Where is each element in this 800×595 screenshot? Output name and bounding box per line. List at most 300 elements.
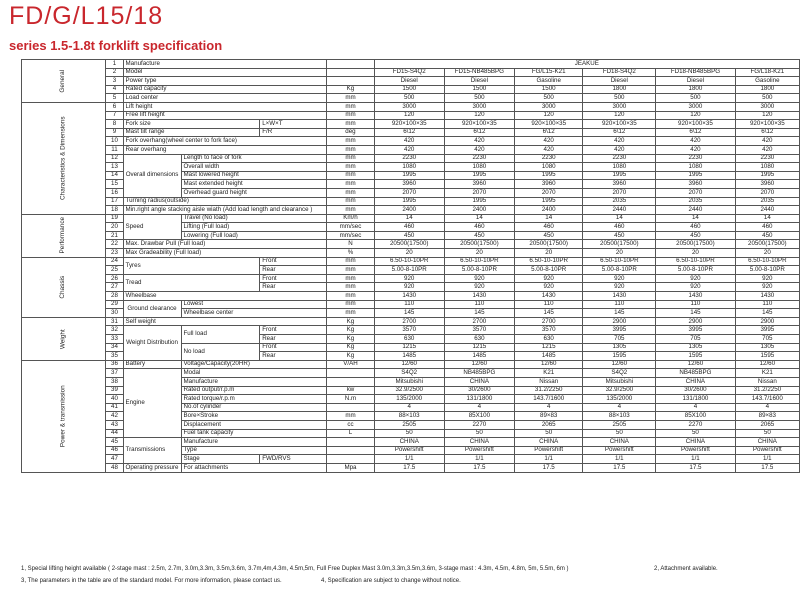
row-number: 41 (106, 403, 123, 412)
row-number: 8 (106, 120, 123, 129)
parameter-label: F/R (260, 128, 327, 137)
unit-cell: mm (327, 300, 374, 309)
value-cell: 135/2000 (583, 395, 656, 404)
value-cell: 20 (514, 249, 583, 258)
value-cell: 2440 (656, 206, 735, 215)
value-cell: 920 (374, 283, 444, 292)
value-cell: 131/1800 (656, 395, 735, 404)
model-header: FD18-S4Q2 (583, 68, 656, 77)
value-cell: 143.7/1600 (514, 395, 583, 404)
row-number: 28 (106, 292, 123, 301)
unit-cell: mm/sec (327, 223, 374, 232)
value-cell: 1485 (514, 352, 583, 361)
value-cell: 110 (583, 300, 656, 309)
section-label: General (59, 69, 67, 93)
row-number: 31 (106, 317, 123, 326)
value-cell: 5.00-8-10PR (583, 266, 656, 275)
value-cell: 1305 (583, 343, 656, 352)
unit-cell: mm (327, 163, 374, 172)
parameter-label: L×W×T (260, 120, 327, 129)
value-cell: Mitsubishi (583, 377, 656, 386)
value-cell: 110 (374, 300, 444, 309)
value-cell: K21 (514, 369, 583, 378)
value-cell: 1/1 (735, 455, 799, 464)
parameter-label: Load center (123, 94, 327, 103)
parameter-label: Tyres (123, 257, 260, 274)
value-cell: 50 (583, 429, 656, 438)
spec-row (22, 120, 800, 129)
value-cell: 4 (374, 403, 444, 412)
value-cell: 630 (514, 335, 583, 344)
value-cell: 14 (583, 214, 656, 223)
value-cell: 1/1 (656, 455, 735, 464)
value-cell: 2230 (735, 154, 799, 163)
spec-row (22, 249, 800, 258)
value-cell: 3960 (514, 180, 583, 189)
value-cell: 450 (583, 231, 656, 240)
unit-cell: mm (327, 197, 374, 206)
value-cell: 85X100 (656, 412, 735, 421)
value-cell: 120 (656, 111, 735, 120)
unit-cell: mm (327, 283, 374, 292)
value-cell: 450 (656, 231, 735, 240)
spec-row (22, 438, 800, 447)
row-number: 37 (106, 369, 123, 378)
row-number: 11 (106, 145, 123, 154)
parameter-label: Tread (123, 274, 260, 291)
note-2: 2, Attachment available. (654, 566, 718, 572)
row-number: 42 (106, 412, 123, 421)
unit-cell: mm (327, 257, 374, 266)
parameter-label: Lift height (123, 102, 327, 111)
value-cell: 1080 (374, 163, 444, 172)
value-cell: Powershift (444, 446, 514, 455)
value-cell: 4 (444, 403, 514, 412)
value-cell: CHINA (656, 377, 735, 386)
value-cell: 450 (514, 231, 583, 240)
value-cell: 1080 (514, 163, 583, 172)
parameter-label: Rear (260, 266, 327, 275)
value-cell: 2900 (735, 317, 799, 326)
parameter-label: For attachments (181, 463, 327, 472)
value-cell: 1995 (583, 171, 656, 180)
value-cell: CHINA (374, 438, 444, 447)
value-cell: 120 (374, 111, 444, 120)
parameter-label: Manufacture (181, 438, 327, 447)
unit-cell: Km/h (327, 214, 374, 223)
value-cell: 145 (374, 309, 444, 318)
parameter-label: Front (260, 343, 327, 352)
value-cell: 920 (656, 283, 735, 292)
parameter-label: Rear (260, 335, 327, 344)
value-cell: 3570 (374, 326, 444, 335)
parameter-label: Fork overhang(wheel center to fork face) (123, 137, 327, 146)
parameter-label: Engine (123, 369, 181, 438)
value-cell: 6\12 (514, 128, 583, 137)
parameter-label: Turning radius(outside) (123, 197, 327, 206)
spec-row (22, 257, 800, 266)
unit-cell: % (327, 249, 374, 258)
value-cell: 460 (444, 223, 514, 232)
value-cell: 6.50-10-10PR (514, 257, 583, 266)
value-cell: 2400 (374, 206, 444, 215)
value-cell: 420 (735, 145, 799, 154)
parameter-label: Bore×Stroke (181, 412, 327, 421)
value-cell: Powershift (735, 446, 799, 455)
value-cell: 420 (656, 137, 735, 146)
value-cell: 2230 (374, 154, 444, 163)
value-cell: 920×100×35 (583, 120, 656, 129)
value-cell: 88×103 (374, 412, 444, 421)
parameter-label: Displacement (181, 420, 327, 429)
value-cell: Diesel (444, 77, 514, 86)
value-cell: 5.00-8-10PR (374, 266, 444, 275)
value-cell: 120 (735, 111, 799, 120)
parameter-label: Front (260, 274, 327, 283)
row-number: 40 (106, 395, 123, 404)
value-cell: 14 (735, 214, 799, 223)
value-cell: 20500(17500) (444, 240, 514, 249)
value-cell: 450 (735, 231, 799, 240)
value-cell: 145 (656, 309, 735, 318)
parameter-label: Wheelbase (123, 292, 327, 301)
row-number: 44 (106, 429, 123, 438)
value-cell: 2270 (656, 420, 735, 429)
value-cell: 20500(17500) (735, 240, 799, 249)
value-cell: 420 (583, 137, 656, 146)
section-label: Characteristics & Dimensions (59, 116, 67, 201)
value-cell: 1995 (514, 171, 583, 180)
value-cell: 145 (735, 309, 799, 318)
section-performance (22, 214, 106, 257)
value-cell: Powershift (514, 446, 583, 455)
parameter-label: Stage (181, 455, 260, 464)
row-number: 47 (106, 455, 123, 464)
value-cell: 6\12 (735, 128, 799, 137)
value-cell: 145 (583, 309, 656, 318)
row-number: 46 (106, 446, 123, 455)
value-cell: CHINA (583, 438, 656, 447)
spec-row (22, 137, 800, 146)
row-number: 1 (106, 60, 123, 69)
value-cell: 2270 (444, 420, 514, 429)
value-cell: 20 (374, 249, 444, 258)
unit-cell: mm (327, 137, 374, 146)
row-number: 22 (106, 240, 123, 249)
parameter-label: Battery (123, 360, 181, 369)
row-number: 25 (106, 266, 123, 275)
row-number: 48 (106, 463, 123, 472)
value-cell: 1500 (514, 85, 583, 94)
value-cell: 32.9/2500 (374, 386, 444, 395)
row-number: 18 (106, 206, 123, 215)
value-cell: 12/60 (583, 360, 656, 369)
spec-row (22, 77, 800, 86)
value-cell: 3000 (735, 102, 799, 111)
value-cell: Gasoline (514, 77, 583, 86)
unit-cell (327, 455, 374, 464)
row-number: 35 (106, 352, 123, 361)
note-3: 3, The parameters in the table are of the standard model. For more information, please contact us. (21, 578, 282, 584)
brand-cell: JEAKUE (374, 60, 799, 69)
unit-cell (327, 403, 374, 412)
value-cell: 920 (374, 274, 444, 283)
value-cell: 32.9/2500 (583, 386, 656, 395)
parameter-label: Manufacture (181, 377, 327, 386)
value-cell: 2070 (374, 188, 444, 197)
value-cell: 89×83 (735, 412, 799, 421)
row-number: 6 (106, 102, 123, 111)
value-cell: 500 (444, 94, 514, 103)
value-cell: 3000 (374, 102, 444, 111)
value-cell: 31.2/2250 (514, 386, 583, 395)
value-cell: 420 (514, 137, 583, 146)
value-cell: Diesel (656, 77, 735, 86)
section-general (22, 60, 106, 103)
value-cell: 1595 (583, 352, 656, 361)
row-number: 4 (106, 85, 123, 94)
row-number: 10 (106, 137, 123, 146)
value-cell: CHINA (444, 438, 514, 447)
spec-row (22, 300, 800, 309)
page-subtitle: series 1.5-1.8t forklift specification (9, 38, 223, 53)
value-cell: 2400 (444, 206, 514, 215)
value-cell: 920 (583, 283, 656, 292)
unit-cell: mm (327, 309, 374, 318)
row-number: 17 (106, 197, 123, 206)
value-cell: 14 (514, 214, 583, 223)
value-cell: 5.00-8-10PR (444, 266, 514, 275)
parameter-label: Speed (123, 214, 181, 240)
row-number: 2 (106, 68, 123, 77)
value-cell: 3995 (583, 326, 656, 335)
parameter-label: Overall width (181, 163, 327, 172)
unit-cell: Mpa (327, 463, 374, 472)
parameter-label: Rated capacity (123, 85, 327, 94)
value-cell: 420 (514, 145, 583, 154)
value-cell: 1595 (656, 352, 735, 361)
value-cell: 3960 (444, 180, 514, 189)
value-cell: Gasoline (735, 77, 799, 86)
parameter-label: Lowest (181, 300, 327, 309)
value-cell: 20500(17500) (374, 240, 444, 249)
value-cell: 5.00-8-10PR (735, 266, 799, 275)
value-cell: 4 (735, 403, 799, 412)
value-cell: 17.5 (514, 463, 583, 472)
value-cell: Nissan (735, 377, 799, 386)
value-cell: Nissan (514, 377, 583, 386)
row-number: 32 (106, 326, 123, 335)
value-cell: 6\12 (374, 128, 444, 137)
parameter-label: Mast lowered height (181, 171, 327, 180)
parameter-label: Length to face of fork (181, 154, 327, 163)
parameter-label: Weight Distribution (123, 326, 181, 360)
value-cell: 920×100×35 (735, 120, 799, 129)
parameter-label: Modal (181, 369, 327, 378)
value-cell: 500 (583, 94, 656, 103)
parameter-label: Front (260, 326, 327, 335)
row-number: 27 (106, 283, 123, 292)
row-number: 34 (106, 343, 123, 352)
value-cell: 630 (374, 335, 444, 344)
value-cell: 1485 (444, 352, 514, 361)
value-cell: 1485 (374, 352, 444, 361)
unit-cell (327, 60, 374, 69)
value-cell: 6\12 (656, 128, 735, 137)
value-cell: 6\12 (444, 128, 514, 137)
unit-cell: mm (327, 292, 374, 301)
value-cell: 2505 (374, 420, 444, 429)
parameter-label: Model (123, 68, 327, 77)
parameter-label: Full load (181, 326, 260, 343)
unit-cell: mm (327, 94, 374, 103)
spec-row (22, 197, 800, 206)
value-cell: 3570 (444, 326, 514, 335)
spec-row (22, 214, 800, 223)
value-cell: 1215 (444, 343, 514, 352)
unit-cell: deg (327, 128, 374, 137)
value-cell: 12/60 (514, 360, 583, 369)
value-cell: 1430 (444, 292, 514, 301)
value-cell: NB485BPG (656, 369, 735, 378)
value-cell: 2440 (735, 206, 799, 215)
value-cell: 4 (656, 403, 735, 412)
unit-cell (327, 446, 374, 455)
value-cell: 85X100 (444, 412, 514, 421)
value-cell: 2070 (444, 188, 514, 197)
value-cell: 420 (444, 137, 514, 146)
value-cell: 120 (514, 111, 583, 120)
value-cell: 12/60 (656, 360, 735, 369)
value-cell: S4Q2 (583, 369, 656, 378)
spec-row (22, 94, 800, 103)
value-cell: 12/60 (444, 360, 514, 369)
value-cell: 705 (735, 335, 799, 344)
value-cell: 120 (444, 111, 514, 120)
value-cell: 1080 (656, 163, 735, 172)
spec-row (22, 292, 800, 301)
value-cell: CHINA (656, 438, 735, 447)
unit-cell: Kg (327, 343, 374, 352)
unit-cell: Kg (327, 335, 374, 344)
value-cell: 3570 (514, 326, 583, 335)
section-label: Power & transmission (59, 385, 67, 448)
value-cell: 1/1 (444, 455, 514, 464)
spec-row (22, 326, 800, 335)
value-cell: 1995 (444, 197, 514, 206)
value-cell: 6.50-10-10PR (444, 257, 514, 266)
value-cell: 1500 (374, 85, 444, 94)
value-cell: 14 (444, 214, 514, 223)
unit-cell: mm (327, 274, 374, 283)
value-cell: 2065 (735, 420, 799, 429)
value-cell: 1/1 (374, 455, 444, 464)
unit-cell: mm (327, 145, 374, 154)
value-cell: 460 (583, 223, 656, 232)
value-cell: 2505 (583, 420, 656, 429)
value-cell: 20 (656, 249, 735, 258)
section-characteristics (22, 102, 106, 214)
value-cell: 17.5 (735, 463, 799, 472)
row-number: 7 (106, 111, 123, 120)
value-cell: Diesel (374, 77, 444, 86)
value-cell: 88×103 (583, 412, 656, 421)
value-cell: 1800 (583, 85, 656, 94)
value-cell: 3000 (514, 102, 583, 111)
value-cell: 50 (514, 429, 583, 438)
model-header: FD15-S4Q2 (374, 68, 444, 77)
value-cell: 2230 (514, 154, 583, 163)
value-cell: 420 (656, 145, 735, 154)
value-cell: 1430 (656, 292, 735, 301)
row-number: 24 (106, 257, 123, 266)
value-cell: Diesel (583, 77, 656, 86)
value-cell: 920 (514, 283, 583, 292)
value-cell: 3000 (444, 102, 514, 111)
value-cell: 110 (514, 300, 583, 309)
row-number: 12 (106, 154, 123, 163)
unit-cell: Kg (327, 326, 374, 335)
parameter-label: Manufacture (123, 60, 327, 69)
value-cell: 3995 (735, 326, 799, 335)
section-weight (22, 317, 106, 360)
value-cell: 920 (514, 274, 583, 283)
model-header: FG/L18-K21 (735, 68, 799, 77)
value-cell: S4Q2 (374, 369, 444, 378)
section-label: Performance (59, 217, 67, 254)
value-cell: 2700 (374, 317, 444, 326)
unit-cell: mm (327, 120, 374, 129)
value-cell: 1500 (444, 85, 514, 94)
value-cell: 1305 (656, 343, 735, 352)
value-cell: 2070 (583, 188, 656, 197)
unit-cell: mm (327, 412, 374, 421)
value-cell: 17.5 (374, 463, 444, 472)
value-cell: 920 (656, 274, 735, 283)
value-cell: 135/2000 (374, 395, 444, 404)
parameter-label: No.of cylinder (181, 403, 327, 412)
value-cell: 920 (444, 283, 514, 292)
value-cell: 3960 (583, 180, 656, 189)
value-cell: 420 (374, 145, 444, 154)
value-cell: 1430 (735, 292, 799, 301)
spec-row (22, 68, 800, 77)
parameter-label: Mast extended height (181, 180, 327, 189)
value-cell: 20500(17500) (656, 240, 735, 249)
value-cell: 2035 (583, 197, 656, 206)
row-number: 33 (106, 335, 123, 344)
value-cell: 3960 (656, 180, 735, 189)
value-cell: 1080 (444, 163, 514, 172)
value-cell: 1595 (735, 352, 799, 361)
value-cell: 705 (583, 335, 656, 344)
value-cell: 460 (514, 223, 583, 232)
value-cell: 143.7/1600 (735, 395, 799, 404)
value-cell: 3000 (583, 102, 656, 111)
value-cell: Mitsubishi (374, 377, 444, 386)
unit-cell (327, 77, 374, 86)
value-cell: 6.50-10-10PR (656, 257, 735, 266)
value-cell: 17.5 (583, 463, 656, 472)
unit-cell: mm/sec (327, 231, 374, 240)
value-cell: 12/60 (735, 360, 799, 369)
value-cell: 920×100×35 (656, 120, 735, 129)
row-number: 30 (106, 309, 123, 318)
value-cell: 2700 (514, 317, 583, 326)
parameter-label: Rear (260, 283, 327, 292)
unit-cell: Kg (327, 317, 374, 326)
value-cell: 2900 (583, 317, 656, 326)
